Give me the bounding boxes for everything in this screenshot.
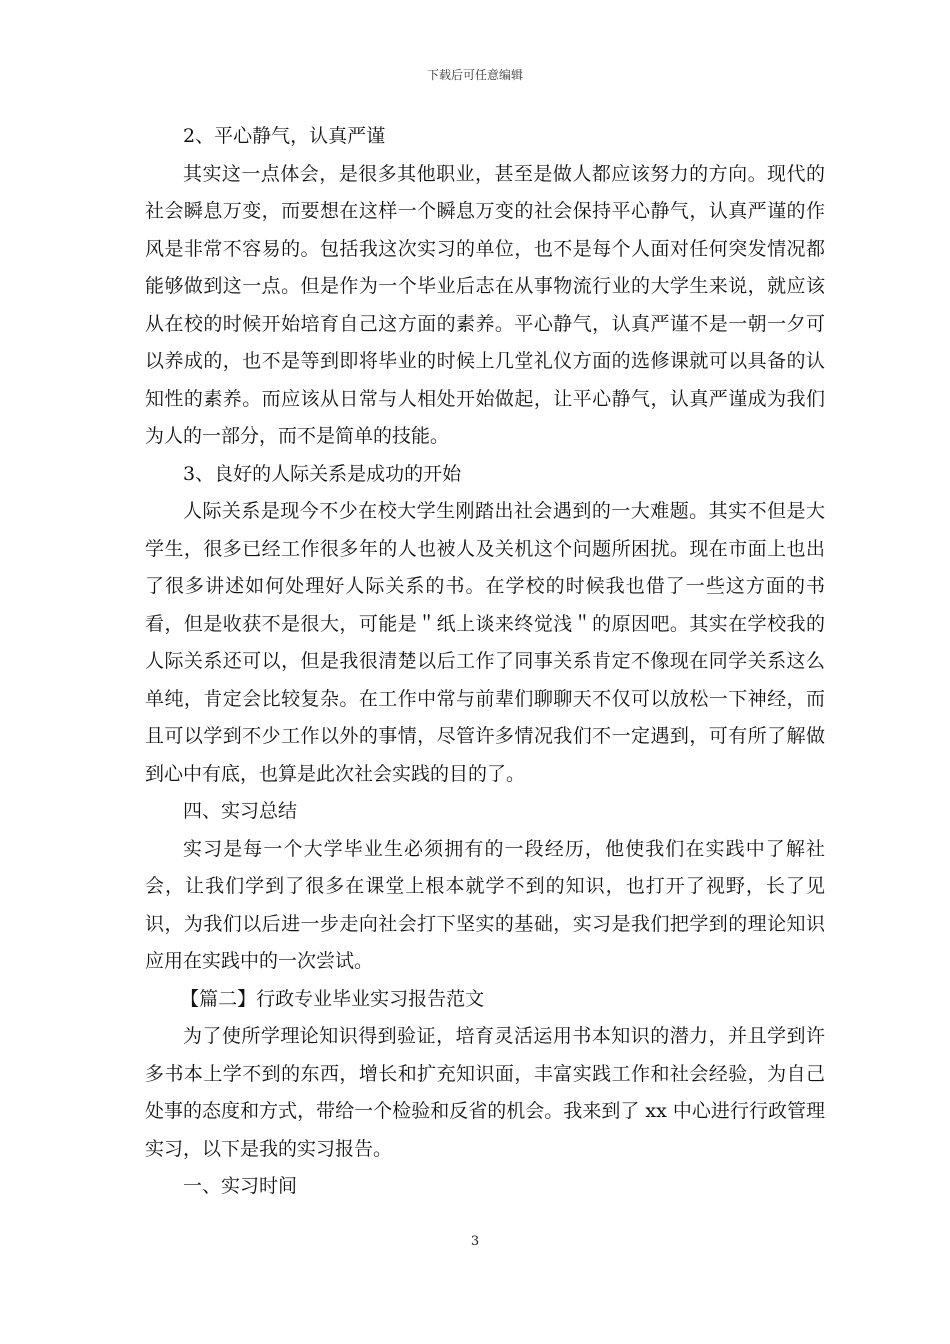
page-number: 3 (470, 1234, 480, 1249)
section-heading: 一、实习时间 (183, 1175, 298, 1197)
body-paragraph: 实习是每一个大学毕业生必须拥有的一段经历，他使我们在实践中了解社会，让我们学到了很多在课堂上根本就学不到的知识，也打开了视野，长了见识，为我们以后进一步走向社会打下坚实的基础，实习是我们把学到的理论知识应用在实践中的一次尝试。 (145, 837, 825, 972)
section-heading: 2、平心静气，认真严谨 (183, 125, 386, 147)
body-paragraph: 人际关系是现今不少在校大学生刚踏出社会遇到的一大难题。其实不但是大学生，很多已经工作很多年的人也被人及关机这个问题所困扰。现在市面上也出了很多讲述如何处理好人际关系的书。在学校的时候我也借了一些这方面的书看，但是收获不是很大，可能是＂纸上谈来终觉浅＂的原因吧。其实在学校我的人际关系还可以，但是我很清楚以后工作了同事关系肯定不像现在同学关系这么单纯，肯定会比较复杂。在工作中常与前辈们聊聊天不仅可以放松一下神经，而且可以学到不少工作以外的事情，尽管许多情况我们不一定遇到，可有所了解做到心中有底，也算是此次社会实践的目的了。 (145, 500, 825, 785)
body-paragraph: 其实这一点体会，是很多其他职业，甚至是做人都应该努力的方向。现代的社会瞬息万变，而要想在这样一个瞬息万变的社会保持平心静气，认真严谨的作风是非常不容易的。包括我这次实习的单位，也不是每个人面对任何突发情况都能够做到这一点。但是作为一个毕业后志在从事物流行业的大学生来说，就应该从在校的时候开始培育自己这方面的素养。平心静气，认真严谨不是一朝一夕可以养成的，也不是等到即将毕业的时候上几堂礼仪方面的选修课就可以具备的认知性的素养。而应该从日常与人相处开始做起，让平心静气，认真严谨成为我们为人的一部分，而不是简单的技能。 (145, 162, 825, 447)
section-heading: 3、良好的人际关系是成功的开始 (183, 462, 462, 485)
section-heading: 四、实习总结 (183, 800, 298, 822)
document-body (145, 118, 825, 1206)
body-paragraph: 为了使所学理论知识得到验证，培育灵活运用书本知识的潜力，并且学到许多书本上学不到的东西，增长和扩充知识面，丰富实践工作和社会经验，为自己处事的态度和方式，带给一个检验和反省的机会。我来到了 xx 中心进行行政管理实习，以下是我的实习报告。 (145, 1025, 825, 1160)
page-header: 下载后可任意编辑 (426, 68, 523, 82)
part-heading: 【篇二】行政专业毕业实习报告范文 (180, 987, 485, 1010)
